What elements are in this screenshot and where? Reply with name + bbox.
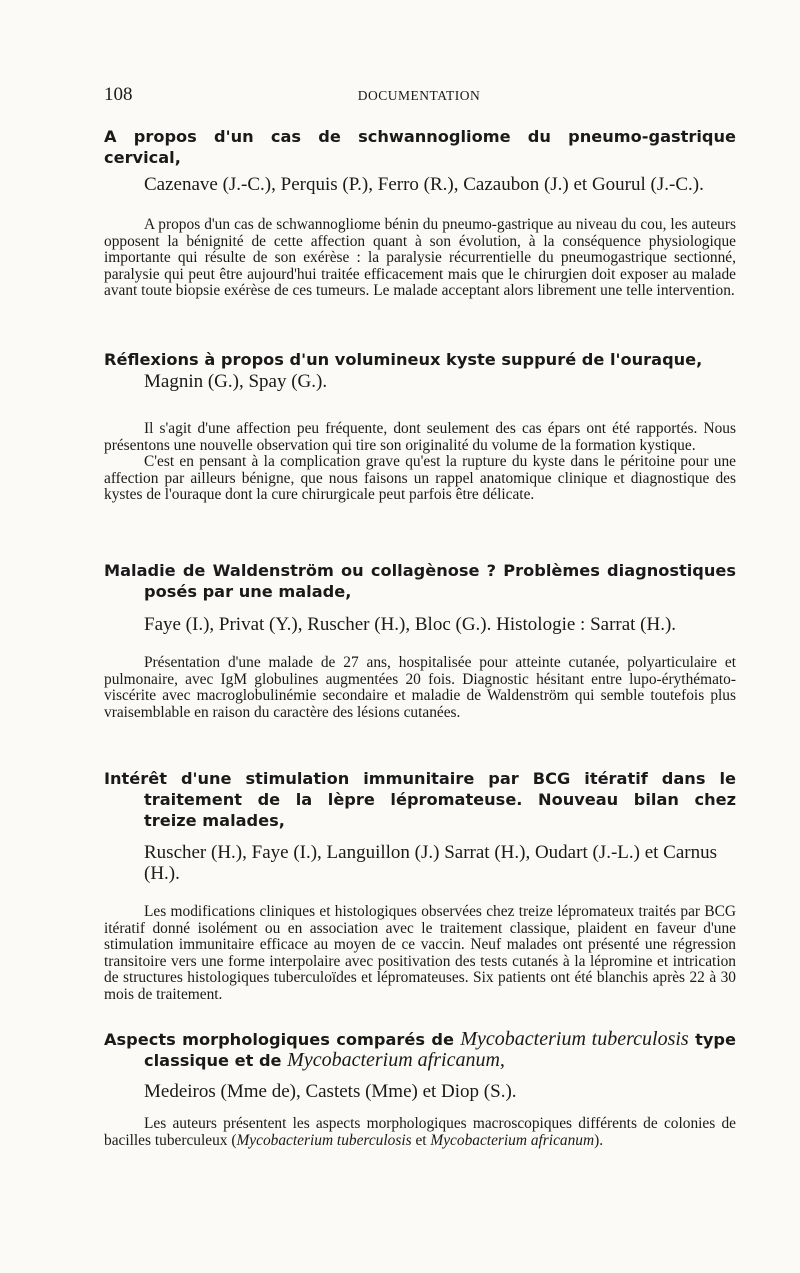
running-head [104, 84, 734, 108]
abstract-text: et [411, 1131, 431, 1149]
article-authors: Magnin (G.), Spay (G.). [144, 371, 328, 392]
abstract-paragraph: A propos d'un cas de schwannogliome bénin du pneumo-gastrique au niveau du cou, les auteurs opposent la bénignité de cette affection quant à son évolution, à la conséquence physiologique importante qui résulte de son exérèse : la paralysie récurrentielle du pneumogastrique sectionné, paralysie qui peut être aujourd'hui traitée efficacement mais que le chirurgien doit exposer au malade avant toute biopsie exérèse de ces tumeurs. Le malade acceptant alors librement une telle intervention. [104, 216, 736, 299]
abstract-paragraph: Présentation d'une malade de 27 ans, hospitalisée pour atteinte cutanée, polyarticulaire et pulmonaire, avec IgM globulines augmentées 20 fois. Diagnostic hésitant entre lupo-érythémato-viscérite avec macroglobulinémie secondaire et maladie de Waldenström qui semble toutefois plus vraisemblable en raison du caractère des lésions cutanées. [104, 654, 736, 721]
article-authors: Faye (I.), Privat (Y.), Ruscher (H.), Bloc (G.). Histologie : Sarrat (H.). [144, 614, 677, 635]
article-4 [104, 768, 736, 1003]
abstract-text: ). [594, 1131, 604, 1149]
article-authors: Ruscher (H.), Faye (I.), Languillon (J.) Sarrat (H.), Oudart (J.-L.) et Carnus (H.). [144, 842, 717, 884]
title-line: Maladie de Waldenström ou collagènose ? Problèmes diagnostiques [104, 561, 736, 580]
title-species: Mycobacterium tuberculosis [460, 1028, 689, 1050]
abstract-paragraph [104, 1116, 736, 1149]
abstract-text: Les auteurs présentent les aspects morphologiques macroscopiques différents de colonies de bacilles tuberculeux ( [104, 1115, 736, 1149]
species-name: Mycobacterium africanum [430, 1131, 595, 1149]
abstract-paragraph: C'est en pensant à la complication grave qu'est la rupture du kyste dans le péritoine pour une affection par ailleurs bénigne, que nous faisons un rappel anatomique clinique et diagnostique des kystes de l'ouraque dont la cure chirurgicale peut parfois être délicate. [104, 453, 736, 503]
title-part: type [695, 1030, 736, 1049]
article-1 [104, 126, 736, 300]
article-title: A propos d'un cas de schwannogliome du pneumo-gastrique cervical, [104, 127, 736, 167]
title-line: Intérêt d'une stimulation immunitaire par BCG itératif dans le [104, 769, 736, 788]
article-title [104, 1029, 736, 1071]
title-part: classique et de [144, 1051, 282, 1070]
article-authors: Medeiros (Mme de), Castets (Mme) et Diop (S.). [144, 1081, 517, 1102]
article-title: Réflexions à propos d'un volumineux kyste suppuré de l'ouraque, [104, 350, 703, 369]
title-line: traitement de la lèpre lépromateuse. Nouveau bilan chez [144, 790, 736, 809]
abstract-paragraph: Les modifications cliniques et histologiques observées chez treize lépromateux traités par BCG itératif donné isolément ou en association avec le traitement classique, plaident en faveur d'une stimulation immunitaire efficace au moyen de ce vaccin. Neuf malades ont présenté une régression transitoire vers une forme interpolaire avec positivation des tests cutanés à la lépromine et intrication de structures histologiques tuberculoïdes et lépromateuses. Six patients ont été blanchis après 22 à 30 mois de traitement. [104, 903, 736, 1003]
article-authors: Cazenave (J.-C.), Perquis (P.), Ferro (R.), Cazaubon (J.) et Gourul (J.-C.). [144, 174, 704, 195]
article-5 [104, 1029, 736, 1149]
abstract-paragraph: Il s'agit d'une affection peu fréquente, dont seulement des cas épars ont été rapportés. Nous présentons une nouvelle observation qui tire son originalité du volume de la formation kystique. [104, 420, 736, 454]
title-part: Aspects morphologiques comparés de [104, 1030, 454, 1049]
title-line: posés par une malade, [144, 582, 352, 601]
species-name: Mycobacterium tuberculosis [236, 1131, 412, 1149]
running-title: DOCUMENTATION [357, 88, 481, 103]
article-abstract [104, 217, 736, 300]
title-line [104, 1029, 736, 1050]
page-number: 108 [104, 84, 133, 105]
article-title [104, 768, 736, 831]
article-abstract [104, 904, 736, 1003]
article-abstract [104, 655, 736, 721]
title-species: Mycobacterium africanum, [287, 1049, 505, 1071]
article-2 [104, 349, 736, 504]
article-title [104, 560, 736, 602]
title-line: treize malades, [144, 811, 285, 830]
article-abstract [104, 1116, 736, 1149]
article-3 [104, 560, 736, 721]
article-abstract [104, 421, 736, 504]
title-line [104, 1050, 736, 1071]
